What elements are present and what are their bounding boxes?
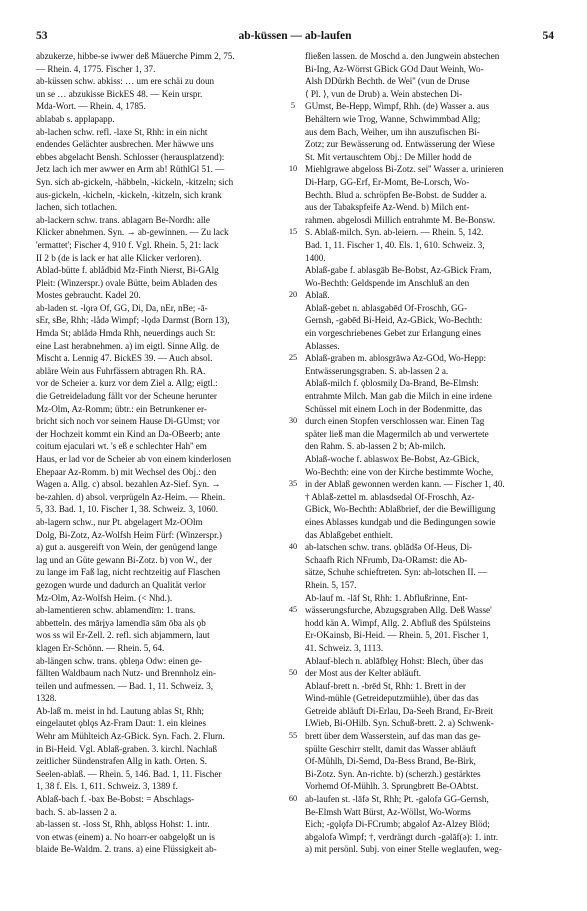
text-line: ein vorgeschriebenes Gebet zur Erlangung eines [305, 328, 481, 339]
line-number-blank [284, 680, 302, 693]
page-header [36, 30, 554, 46]
line-number-blank [284, 655, 302, 668]
text-line: fließen lassen. de Moschd a. den Jungwein abstechen [305, 51, 500, 61]
text-line: in der Ablaß gewonnen werden kann. — Fischer 1, 40. [305, 479, 505, 490]
text-line: Ab-lauf m. -lāf St, Rhh: 1. Abflußrinne, Ent- [305, 592, 468, 603]
text-line: — Rhein. 4, 1775. Fischer 1, 37. [36, 63, 156, 74]
text-line: Rhein. 5, 157. [305, 579, 357, 590]
text-line: 41. Schweiz. 3, 1113. [305, 642, 384, 653]
line-number-blank [284, 806, 302, 819]
right-page-number: 54 [542, 30, 554, 42]
text-line: Ablaß. [305, 290, 330, 301]
text-line: coitum ejaculari wt. 's eß e schlechter Hah'' em [36, 441, 207, 452]
text-line: 1, 38 f. Els. 1, 611. Schweiz. 3, 1389 f. [36, 781, 178, 792]
text-line: GUmst, Be-Hepp, Wimpf, Rhh. (de) Wasser a. aus [305, 101, 490, 112]
line-number-blank [284, 617, 302, 630]
line-number-blank [284, 818, 302, 831]
text-line: der Hochzeit kommt ein Kind an Da-OBeerb; ante [36, 428, 221, 439]
line-number-blank [284, 403, 302, 416]
text-line: 5, 33. Bad. 1, 10. Fischer 1, 38. Schweiz. 3, 1060. [36, 504, 218, 515]
text-line: durch einen Stopfen verschlossen war. Einen Tag [305, 416, 485, 427]
line-number-blank [284, 491, 302, 504]
text-line: be-zahlen. d) absol. verprügeln Az-Heim. — Rhein. [36, 491, 226, 502]
line-number-blank [284, 831, 302, 844]
line-number-blank [284, 768, 302, 781]
line-number: 45 [288, 605, 298, 615]
line-number-blank [284, 340, 302, 353]
line-number-blank [284, 252, 302, 265]
text-line: Ehepaar Az-Romm. b) mit Wechsel des Obj.: den [36, 466, 217, 477]
text-line: die Getreideladung fällt vor der Scheune herunter [36, 391, 217, 402]
text-line: aus dem Bach, Weiher, um ihn auszufischen Bi- [305, 126, 480, 137]
text-line: Ablaß-milch f. ǫblosmilχ Da-Brand, Be-Elmsh: [305, 378, 479, 389]
right-column [305, 50, 555, 856]
text-line: Miehlgrawe abgeloss Bi-Zotz. sei'' Wasser a. urinieren [305, 164, 504, 175]
text-line: ab-längen schw. trans. ǫbleŋə Odw: einen ge- [36, 655, 203, 666]
text-line: endendes Gelächter ausbrechen. Mer häwwe uns [36, 139, 214, 150]
text-line: ab-lagern schw., nur Pt. abgelagert Mz-OOlm [36, 516, 203, 527]
line-number-blank [284, 466, 302, 479]
line-number: 55 [288, 731, 298, 741]
line-number: 15 [288, 227, 298, 237]
line-number: 30 [288, 416, 298, 426]
text-line: wos ss wil Er-Zell. 2. refl. sich abjammern, laut [36, 630, 210, 641]
text-line: Syn. sich ab-gickeln, -häbbeln, -kickeln, -kitzeln; sich [36, 176, 234, 187]
line-number-blank [284, 428, 302, 441]
text-line: eingelautet ǫblǫs Az-Fram Daut: 1. ein kleines [36, 718, 207, 729]
text-line: II 2 b (de is lack er hat alle Klicker verloren). [36, 252, 202, 263]
text-line: fällten Waldbaum nach Nutz- und Brennholz ein- [36, 668, 217, 679]
text-line: Mischt a. Lennig 47. BickES 39. — Auch absol. [36, 353, 213, 364]
line-number-blank [284, 503, 302, 516]
text-line: aus-gickeln, -kicheln, -kickeln, -kitzeln, sich krank [36, 189, 222, 200]
text-line: vor de Scheier a. kurz vor dem Ziel a. Allg; eigtl.: [36, 378, 218, 389]
text-line: Getreide abläuft Di-Erlau, Da-Seeh Brand, Er-Breit [305, 705, 494, 716]
text-line: den Rahm. S. ab-lassen 2 b; Ab-milch. [305, 441, 446, 452]
text-line: Gernsh, -gəbēd Bi-Heid, Az-GBick, Wo-Bechth: [305, 315, 483, 326]
text-line: lachen, sich totlachen. [36, 202, 118, 213]
line-number-blank [284, 314, 302, 327]
line-number-blank [284, 516, 302, 529]
text-line: das Ablaßgebet enthielt. [305, 529, 393, 540]
text-line: zeitlicher Sündenstrafen Allg in kath. Orten. S. [36, 756, 208, 767]
line-number-blank [284, 743, 302, 756]
text-line: abläre Wein aus Fuhrfässern abtragen Rh. RA. [36, 365, 206, 376]
text-line: Hmda St; ablådə Hmda Rhh, neuerdings auch St: [36, 328, 216, 339]
text-line: spülte Geschirr stellt, damit das Wasser abläuft [305, 743, 477, 754]
text-line: aus der Tabakspfeife Az-Wend. b) Milch ent- [305, 202, 470, 213]
text-line: ab-lamentieren schw. ablamendīrn: 1. trans. [36, 605, 196, 616]
line-number-blank [284, 126, 302, 139]
line-number-blank [284, 50, 302, 63]
line-number-blank [284, 453, 302, 466]
text-line: Ablaß-woche f. ablaswox Be-Bobst, Az-GBick, [305, 454, 480, 464]
text-line: sEr, sBe, Rhh; -lådə Wimpf; -lǫdə Darmst (Born 13), [36, 315, 230, 326]
text-line: Mz-Olm, Az-Wolfsh Heim. (< Nhd.). [36, 592, 173, 603]
line-number-blank [284, 327, 302, 340]
text-line: Ablaß-gabe f. ablasgāb Be-Bobst, Az-GBick Fram, [305, 265, 492, 276]
line-number-blank [284, 529, 302, 542]
text-line: 1400. [305, 252, 326, 263]
text-line: von etwas (einem) a. No hoarr-er oabgelǫßt un is [36, 831, 215, 842]
line-number: 50 [288, 668, 298, 678]
text-line: Ablaß-gebet n. ablasgəbēd Of-Froschh, GG- [305, 302, 468, 313]
line-number-gutter [284, 50, 302, 856]
text-line: blaide Be-Waldm. 2. trans. a) eine Flüssigkeit ab- [36, 844, 217, 855]
text-line: Ablasses. [305, 340, 340, 351]
line-number: 35 [288, 479, 298, 489]
text-line: Dolg, Bi-Zotz, Az-Wolfsh Heim Fürf: (Winzerspr.) [36, 529, 222, 540]
line-number-blank [284, 390, 302, 403]
text-line: ab-lackern schw. trans. ablagərn Be-Nordh: alle [36, 214, 210, 225]
text-line: Bechth. Blud a. schröpfen Be-Bobst. de Sudder a. [305, 189, 487, 200]
text-line: rahmen. abgelosdi Millich entrahmte M. Be-Bonsw. [305, 214, 495, 225]
line-number-blank [284, 138, 302, 151]
line-number-blank [284, 566, 302, 579]
left-column [36, 50, 283, 856]
text-line: ablabab s. applapapp. [36, 113, 115, 124]
text-line: abbetteln. des mārįyə lamendīə sām ōba als ǫb [36, 617, 206, 628]
text-line: teilen und aufmessen. — Bad. 1, 11. Schweiz. 3, [36, 680, 214, 691]
line-number-blank [284, 705, 302, 718]
text-line: S. Ablaß-milch. Syn. ab-leiern. — Rhein. 5, 142. [305, 227, 484, 238]
line-number-blank [284, 377, 302, 390]
text-line: zu lange im Faß lag, nicht rechtzeitig auf Flaschen [36, 567, 221, 578]
text-line: Of-Mühlh, Di-Semd, Da-Bess Brand, Be-Birk, [305, 756, 476, 767]
line-number-blank [284, 554, 302, 567]
line-number: 10 [288, 164, 298, 174]
line-number-blank [284, 189, 302, 202]
text-line: Wind-mühle (Getreideputzmühle), über das das [305, 693, 479, 704]
text-line: Alsh DDürkh Bechth. de Wei'' (vun de Druse [305, 76, 470, 87]
text-line: Wo-Bechth: eine von der Kirche bestimmte Woche, [305, 466, 494, 477]
text-line: entrahmte Milch. Man gab die Milch in eine irdene [305, 391, 492, 402]
text-line: Ablaß-graben m. ablosgrāwə Az-GOd, Wo-Hepp: [305, 353, 487, 364]
text-line: Behältern wie Trog, Wanne, Schwimmbad Allg; [305, 113, 481, 124]
text-line: bricht sich noch vor seinem Hause Di-GUmst; vor [36, 416, 220, 427]
text-line: 1328. [36, 693, 57, 704]
text-line: † Ablaß-zettel m. ablasdsedəl Of-Froschh, Az- [305, 491, 475, 502]
line-number-blank [284, 755, 302, 768]
text-line: Bi-Zotz. Syn. An-richte. b) (scherzh.) gestärktes [305, 768, 481, 779]
text-line: lag und an Güte gewann Bi-Zotz. b) von W., der [36, 554, 212, 565]
line-number: 20 [288, 290, 298, 300]
text-line: abgǝlofə Wimpf; †, verdrängt durch -gǝlāf(ə): 1. intr. [305, 831, 499, 842]
text-line: ab-küssen schw. abkiss: … um ere schäi zu doun [36, 76, 215, 87]
text-line: Ablad-bütte f. ablådbid Mz-Finth Nierst, Bi-GAlg [36, 265, 219, 276]
line-number-blank [284, 214, 302, 227]
text-line: klagen Er-Schönn. — Rhein. 5, 64. [36, 642, 165, 653]
text-line: abzukerze, hibbe-se iwwer deß Mäuerche Pimm 2, 75. [36, 51, 235, 61]
line-number-blank [284, 277, 302, 290]
text-line: GBick, Wo-Bechth: Ablaßbrief, der die Bewilligung [305, 504, 496, 515]
text-line: Bi-Ing, Az-Wörrst GBick GOd Daut Weinh, Wo- [305, 63, 484, 74]
text-line: eines Ablasses kundgab und die Bedingungen sowie [305, 516, 496, 527]
line-number-blank [284, 780, 302, 793]
text-line: Eich; -gǫlǫfə Di-FCrumb; abgǝlof Az-Alzey Blöd; [305, 819, 490, 830]
text-line: Schaafh Rich NFrumb, Da-ORamst: die Ab- [305, 554, 468, 565]
line-number-blank [284, 302, 302, 315]
line-number-blank [284, 151, 302, 164]
text-line: Schüssel mit einem Loch in der Bodenmitte, das [305, 403, 482, 414]
text-line: Ablauf-blech n. ablāfblęχ Hohst: Blech, über das [305, 655, 484, 666]
text-line: ⟨ Pl. ⟩, vun de Drub) a. Wein abstechen Di- [305, 88, 463, 99]
text-line: ab-latschen schw. trans. ǫblādšə Of-Heus, Di- [305, 542, 473, 553]
left-page-number: 53 [36, 30, 48, 42]
text-line: bach. S. ab-lassen 2 a. [36, 806, 117, 817]
text-line: gezogen wurde und dadurch an Qualität verlor [36, 579, 206, 590]
text-line: brett über dem Wasserstein, auf das man das ge- [305, 731, 481, 742]
text-line: LWieb, Bi-OHilb. Syn. Schuß-brett. 2. a) Schwenk- [305, 718, 494, 729]
text-line: der Most aus der Kelter abläuft. [305, 668, 422, 679]
line-number-blank [284, 264, 302, 277]
text-line: Di-Harp, GG-Erf, Er-Momt, Be-Lorsch, Wo- [305, 176, 470, 187]
text-line: Mostes gebraucht. Kadel 20. [36, 290, 141, 301]
text-line: Wo-Bechth: Geldspende im Anschluß an den [305, 277, 470, 288]
text-line: ab-lassen st. -loss St, Rhh, ablǫss Hohst: 1. intr. [36, 819, 210, 830]
line-number-blank [284, 201, 302, 214]
text-line: Wagen a. Allg. c) absol. bezahlen Az-Sief. Syn. → [36, 479, 221, 490]
text-line: Vorhemd Of-Mühlh. 3. Sprungbrett Be-OAbtst. [305, 781, 479, 792]
line-number: 5 [290, 101, 296, 111]
text-line: Ab-laß m. meist in hd. Lautung ablas St, Rhh; [36, 705, 205, 716]
text-line: Mda-Wort. — Rhein. 4, 1785. [36, 101, 146, 112]
text-line: hodd kän A. Wimpf, Allg. 2. Abfluß des Spülsteins [305, 617, 491, 628]
text-line: Be-Elmsh Watt Bürst, Az-Wöllst, Wo-Worms [305, 806, 471, 817]
text-line: Entwässerungsgraben. S. ab-lassen 2 a. [305, 365, 449, 376]
line-number-blank [284, 113, 302, 126]
text-line: Zotz; zur Bewässerung od. Entwässerung der Wiese [305, 139, 495, 150]
text-line: später ließ man die Magermilch ab und verwertete [305, 428, 489, 439]
line-number-blank [284, 579, 302, 592]
text-line: ab-lachen schw. refl. -laxe St, Rhh: in ein nicht [36, 126, 208, 137]
text-line: in Bi-Heid. Vgl. Ablaß-graben. 3. kirchl. Nachlaß [36, 743, 218, 754]
text-line: Jetz lach ich mer awwer en Arm ab! RüthlGl 51. — [36, 164, 225, 175]
text-line: a) gut a. ausgereift von Wein, der genügend lange [36, 542, 218, 553]
text-line: Bad. 1, 11. Fischer 1, 40. Els. 1, 610. Schweiz. 3, [305, 239, 485, 250]
line-number-blank [284, 63, 302, 76]
line-number: 40 [288, 542, 298, 552]
text-line: ab-laufen st. -lāfə St, Rhh; Pt. -gəlofə GG-Gernsh, [305, 794, 489, 805]
line-number-blank [284, 88, 302, 101]
text-line: a) mit persönl. Subj. von einer Stelle weglaufen, weg- [305, 844, 502, 855]
line-number-blank [284, 440, 302, 453]
text-line: Ablaß-bach f. -bax Be-Bobst: = Abschlags- [36, 794, 195, 805]
text-line: Mz-Olm, Az-Romm; übtr.: ein Betrunkener er- [36, 403, 207, 414]
line-number-blank [284, 642, 302, 655]
text-line: ebbes abgelacht Bensh. Schlosser (herausplatzend): [36, 151, 225, 162]
text-line: ab-laden st. -lǫrə Of, GG, Di, Da, nEr, nBe; -ā- [36, 302, 208, 313]
text-line: Er-OKainsb, Bi-Heid. — Rhein. 5, 201. Fischer 1, [305, 630, 489, 641]
text-line: un se … abzukisse BickES 48. — Kein urspr. [36, 88, 203, 99]
line-number-blank [284, 365, 302, 378]
text-line: wässerungsfurche, Abzugsgraben Allg. Deß Wasse' [305, 605, 492, 616]
line-number-blank [284, 843, 302, 856]
line-number-blank [284, 176, 302, 189]
text-line: Pleit: (Winzerspr.) ovale Bütte, beim Abladen des [36, 277, 218, 288]
text-line: St. Mit vertauschtem Obj.: De Miller hodd de [305, 151, 472, 162]
line-number-blank [284, 239, 302, 252]
line-number: 60 [288, 794, 298, 804]
line-number-blank [284, 592, 302, 605]
line-number-blank [284, 717, 302, 730]
text-line: Wehr am Mühlteich Az-GBick. Syn. Fach. 2. Flurn. [36, 731, 225, 742]
text-line: Ablauf-brett n. -brēd St, Rhh: 1. Brett in der [305, 680, 466, 691]
text-line: 'ermattet'; Fischer 4, 910 f. Vgl. Rhein. 5, 21: lack [36, 239, 219, 250]
text-line: eine Last herabnehmen. a) im eigtl. Sinne Allg. de [36, 340, 220, 351]
text-line: Seelen-ablaß. — Rhein. 5, 146. Bad. 1, 11. Fischer [36, 768, 222, 779]
line-number-blank [284, 629, 302, 642]
line-number-blank [284, 75, 302, 88]
text-line: sätze, Schuhe schieftreten. Syn: ab-lotschen II. — [305, 567, 488, 578]
line-number: 25 [288, 353, 298, 363]
text-line: Klicker abnehmen. Syn. → ab-gewinnen. — Zu lack [36, 227, 229, 238]
text-line: Haus, er lad vor de Scheier ab von einem kinderlosen [36, 454, 232, 464]
line-number-blank [284, 692, 302, 705]
running-title: ab-küssen — ab-laufen [238, 30, 352, 42]
